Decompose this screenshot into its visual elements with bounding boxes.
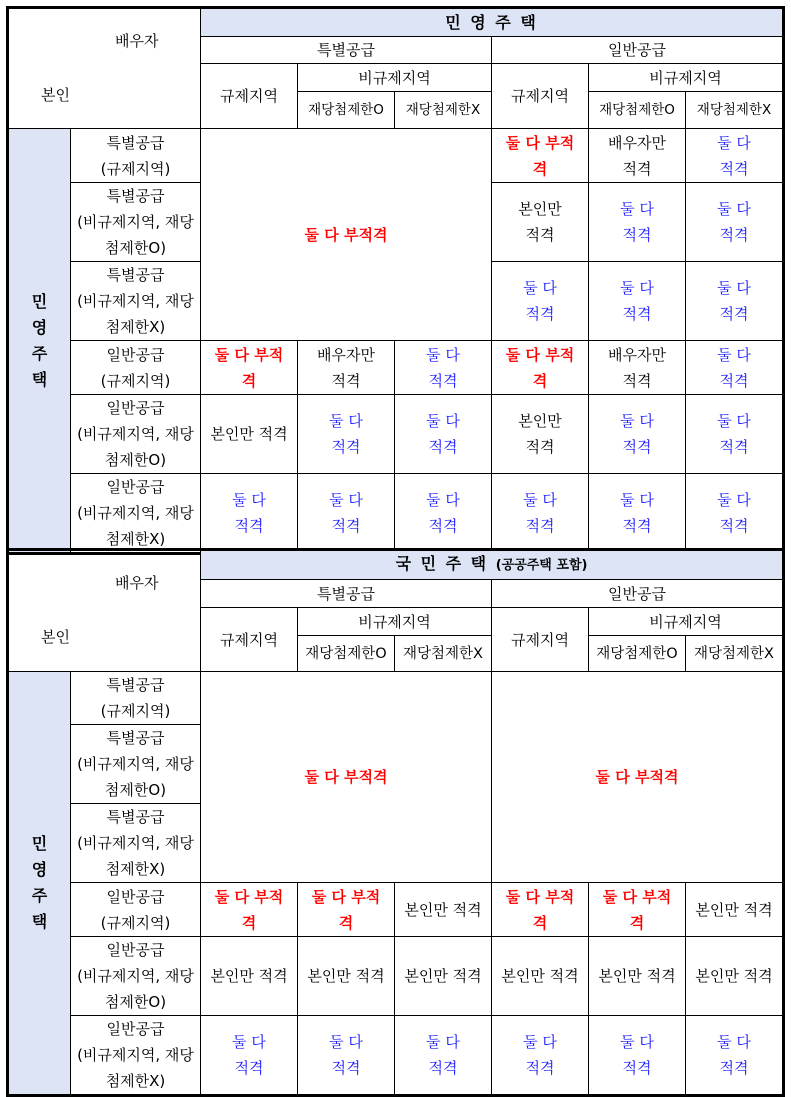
cell: 둘 다 부적 격 bbox=[492, 883, 589, 937]
cell: 둘 다 적격 bbox=[298, 395, 395, 474]
cell: 본인만 적격 bbox=[201, 395, 298, 474]
col-group-special: 특별공급 bbox=[201, 37, 492, 64]
cell: 둘 다 적격 bbox=[686, 341, 784, 395]
cell: 둘 다 적격 bbox=[686, 474, 784, 554]
cell: 둘 다 부적 격 bbox=[201, 883, 298, 937]
row-header: 일반공급 (비규제지역, 재당 첨제한X) bbox=[71, 474, 201, 554]
self-axis-label: 본인 bbox=[41, 628, 70, 646]
cell: 둘 다 적격 bbox=[201, 474, 298, 554]
cell: 배우자만 적격 bbox=[589, 341, 686, 395]
col-regulated: 규제지역 bbox=[492, 608, 589, 672]
cell: 둘 다 적격 bbox=[686, 129, 784, 183]
cell: 둘 다 적격 bbox=[201, 1016, 298, 1096]
merged-ineligible-block: 둘 다 부적격 bbox=[201, 129, 492, 341]
cell: 둘 다 부적 격 bbox=[589, 883, 686, 937]
row-header: 특별공급 (비규제지역, 재당 첨제한O) bbox=[71, 183, 201, 262]
cell: 본인만 적격 bbox=[395, 937, 492, 1016]
cell: 둘 다 적격 bbox=[589, 183, 686, 262]
merged-ineligible-block-special: 둘 다 부적격 bbox=[201, 672, 492, 883]
row-header: 특별공급 (규제지역) bbox=[71, 129, 201, 183]
table-title-note: (공공주택 포함) bbox=[495, 558, 588, 573]
private-housing-table bbox=[6, 6, 785, 555]
cell: 둘 다 적격 bbox=[686, 183, 784, 262]
row-header: 특별공급 (비규제지역, 재당 첨제한X) bbox=[71, 804, 201, 883]
col-group-general: 일반공급 bbox=[492, 37, 784, 64]
row-header: 특별공급 (비규제지역, 재당 첨제한X) bbox=[71, 262, 201, 341]
row-header: 특별공급 (규제지역) bbox=[71, 672, 201, 725]
col-rewin-limit-x: 재당첨제한X bbox=[686, 92, 784, 129]
row-header: 특별공급 (비규제지역, 재당 첨제한O) bbox=[71, 725, 201, 804]
cell: 둘 다 적격 bbox=[589, 474, 686, 554]
col-rewin-limit-x: 재당첨제한X bbox=[686, 636, 784, 672]
cell: 본인만 적격 bbox=[298, 937, 395, 1016]
col-non-regulated: 비규제지역 bbox=[589, 608, 784, 636]
row-header: 일반공급 (규제지역) bbox=[71, 341, 201, 395]
spouse-axis-label: 배우자 bbox=[115, 574, 159, 592]
col-rewin-limit-x: 재당첨제한X bbox=[395, 636, 492, 672]
cell: 둘 다 적격 bbox=[298, 474, 395, 554]
side-label: 민 영 주 택 bbox=[8, 672, 71, 1096]
cell: 본인만 적격 bbox=[492, 937, 589, 1016]
col-non-regulated: 비규제지역 bbox=[589, 64, 784, 92]
cell: 둘 다 적격 bbox=[589, 395, 686, 474]
cell: 본인만 적격 bbox=[492, 395, 589, 474]
cell: 둘 다 부적 격 bbox=[492, 129, 589, 183]
cell: 본인만 적격 bbox=[395, 883, 492, 937]
col-group-general: 일반공급 bbox=[492, 580, 784, 608]
cell: 둘 다 적격 bbox=[686, 1016, 784, 1096]
cell: 둘 다 적격 bbox=[686, 262, 784, 341]
col-rewin-limit-x: 재당첨제한X bbox=[395, 92, 492, 129]
col-group-special: 특별공급 bbox=[201, 580, 492, 608]
cell: 본인만 적격 bbox=[686, 883, 784, 937]
table-title: 국 민 주 택 (공공주택 포함) bbox=[201, 550, 784, 580]
national-housing-table bbox=[6, 548, 785, 1097]
col-regulated: 규제지역 bbox=[492, 64, 589, 129]
row-header: 일반공급 (비규제지역, 재당 첨제한X) bbox=[71, 1016, 201, 1096]
cell: 둘 다 적격 bbox=[395, 395, 492, 474]
cell: 둘 다 적격 bbox=[395, 1016, 492, 1096]
col-rewin-limit-o: 재당첨제한O bbox=[589, 636, 686, 672]
row-header: 일반공급 (비규제지역, 재당 첨제한O) bbox=[71, 395, 201, 474]
col-regulated: 규제지역 bbox=[201, 608, 298, 672]
col-rewin-limit-o: 재당첨제한O bbox=[589, 92, 686, 129]
row-header: 일반공급 (규제지역) bbox=[71, 883, 201, 937]
cell: 둘 다 적격 bbox=[395, 474, 492, 554]
corner-header bbox=[8, 550, 201, 672]
cell: 둘 다 적격 bbox=[298, 1016, 395, 1096]
cell: 둘 다 적격 bbox=[492, 1016, 589, 1096]
cell: 둘 다 적격 bbox=[492, 474, 589, 554]
col-regulated: 규제지역 bbox=[201, 64, 298, 129]
col-rewin-limit-o: 재당첨제한O bbox=[298, 636, 395, 672]
cell: 둘 다 적격 bbox=[589, 262, 686, 341]
cell: 본인만 적격 bbox=[492, 183, 589, 262]
row-header: 일반공급 (비규제지역, 재당 첨제한O) bbox=[71, 937, 201, 1016]
spouse-axis-label: 배우자 bbox=[115, 32, 159, 50]
cell: 둘 다 적격 bbox=[589, 1016, 686, 1096]
table-title: 민 영 주 택 bbox=[201, 8, 784, 37]
cell: 둘 다 적격 bbox=[492, 262, 589, 341]
cell: 둘 다 부적 격 bbox=[492, 341, 589, 395]
side-label: 민 영 주 택 bbox=[8, 129, 71, 554]
cell: 둘 다 부적 격 bbox=[298, 883, 395, 937]
cell: 배우자만 적격 bbox=[298, 341, 395, 395]
cell: 둘 다 적격 bbox=[395, 341, 492, 395]
col-rewin-limit-o: 재당첨제한O bbox=[298, 92, 395, 129]
cell: 본인만 적격 bbox=[589, 937, 686, 1016]
col-non-regulated: 비규제지역 bbox=[298, 64, 492, 92]
cell: 둘 다 부적 격 bbox=[201, 341, 298, 395]
merged-ineligible-block-general: 둘 다 부적격 bbox=[492, 672, 784, 883]
cell: 배우자만 적격 bbox=[589, 129, 686, 183]
cell: 본인만 적격 bbox=[201, 937, 298, 1016]
self-axis-label: 본인 bbox=[41, 86, 70, 104]
col-non-regulated: 비규제지역 bbox=[298, 608, 492, 636]
cell: 둘 다 적격 bbox=[686, 395, 784, 474]
cell: 본인만 적격 bbox=[686, 937, 784, 1016]
corner-header bbox=[8, 8, 201, 129]
